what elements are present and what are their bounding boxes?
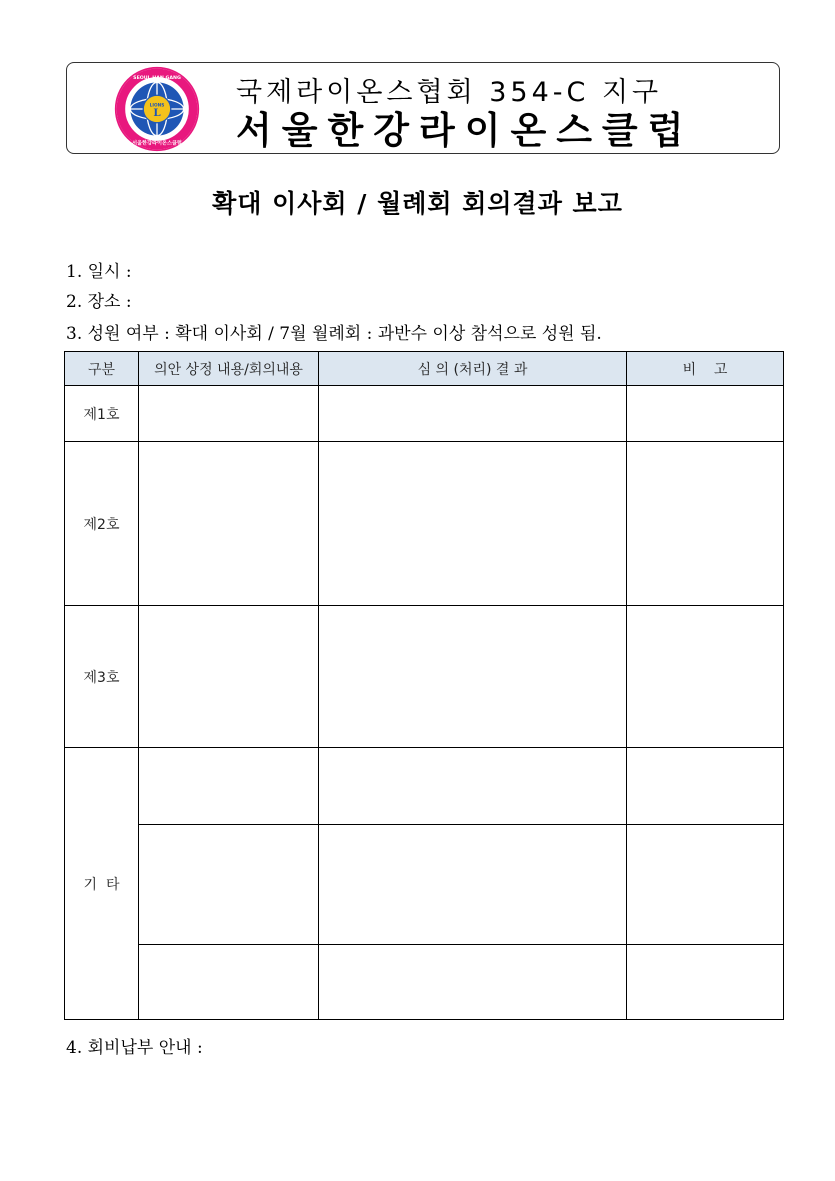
remarks-cell[interactable]	[627, 748, 784, 825]
agenda-cell[interactable]	[139, 442, 319, 606]
agenda-cell[interactable]	[139, 748, 319, 825]
lions-club-logo-icon	[114, 66, 200, 152]
remarks-cell[interactable]	[627, 825, 784, 945]
row-label-agenda-2: 제2호	[65, 442, 139, 606]
remarks-cell[interactable]	[627, 442, 784, 606]
remarks-cell[interactable]	[627, 386, 784, 442]
org-district-name: 국제라이온스협회 354-C 지구	[236, 77, 663, 108]
table-row	[65, 442, 784, 606]
remarks-cell[interactable]	[627, 606, 784, 748]
result-cell[interactable]	[319, 945, 627, 1020]
table-row	[65, 606, 784, 748]
row-label-agenda-3: 제3호	[65, 606, 139, 748]
svg-text:LIONS: LIONS	[149, 103, 165, 109]
item-place: 2. 장소 :	[66, 292, 132, 312]
document-title: 확대 이사회 / 월례회 회의결과 보고	[212, 189, 623, 218]
table-row	[65, 945, 784, 1020]
column-header-result: 심 의 (처리) 결 과	[319, 352, 627, 386]
meeting-result-table	[64, 351, 784, 1020]
row-label-agenda-1: 제1호	[65, 386, 139, 442]
agenda-cell[interactable]	[139, 825, 319, 945]
table-row	[65, 748, 784, 825]
result-cell[interactable]	[319, 386, 627, 442]
remarks-cell[interactable]	[627, 945, 784, 1020]
column-header-agenda: 의안 상정 내용/회의내용	[139, 352, 319, 386]
column-header-category: 구분	[65, 352, 139, 386]
result-cell[interactable]	[319, 442, 627, 606]
result-cell[interactable]	[319, 748, 627, 825]
result-cell[interactable]	[319, 825, 627, 945]
item-quorum: 3. 성원 여부 : 확대 이사회 / 7월 월례회 : 과반수 이상 참석으로 성원 됨.	[66, 324, 602, 344]
svg-text:서울한강라이온스클럽: 서울한강라이온스클럽	[132, 140, 182, 147]
svg-text:SEOUL HAN GANG: SEOUL HAN GANG	[133, 75, 181, 81]
table-row	[65, 386, 784, 442]
result-cell[interactable]	[319, 606, 627, 748]
agenda-cell[interactable]	[139, 606, 319, 748]
table-header-row	[65, 352, 784, 386]
club-name: 서울한강라이온스클럽	[236, 109, 694, 152]
item-dues-notice: 4. 회비납부 안내 :	[66, 1038, 203, 1058]
row-label-other: 기 타	[65, 748, 139, 1020]
agenda-cell[interactable]	[139, 386, 319, 442]
agenda-cell[interactable]	[139, 945, 319, 1020]
table-row	[65, 825, 784, 945]
column-header-remarks: 비 고	[627, 352, 784, 386]
item-date: 1. 일시 :	[66, 262, 132, 282]
svg-text:L: L	[153, 106, 161, 119]
